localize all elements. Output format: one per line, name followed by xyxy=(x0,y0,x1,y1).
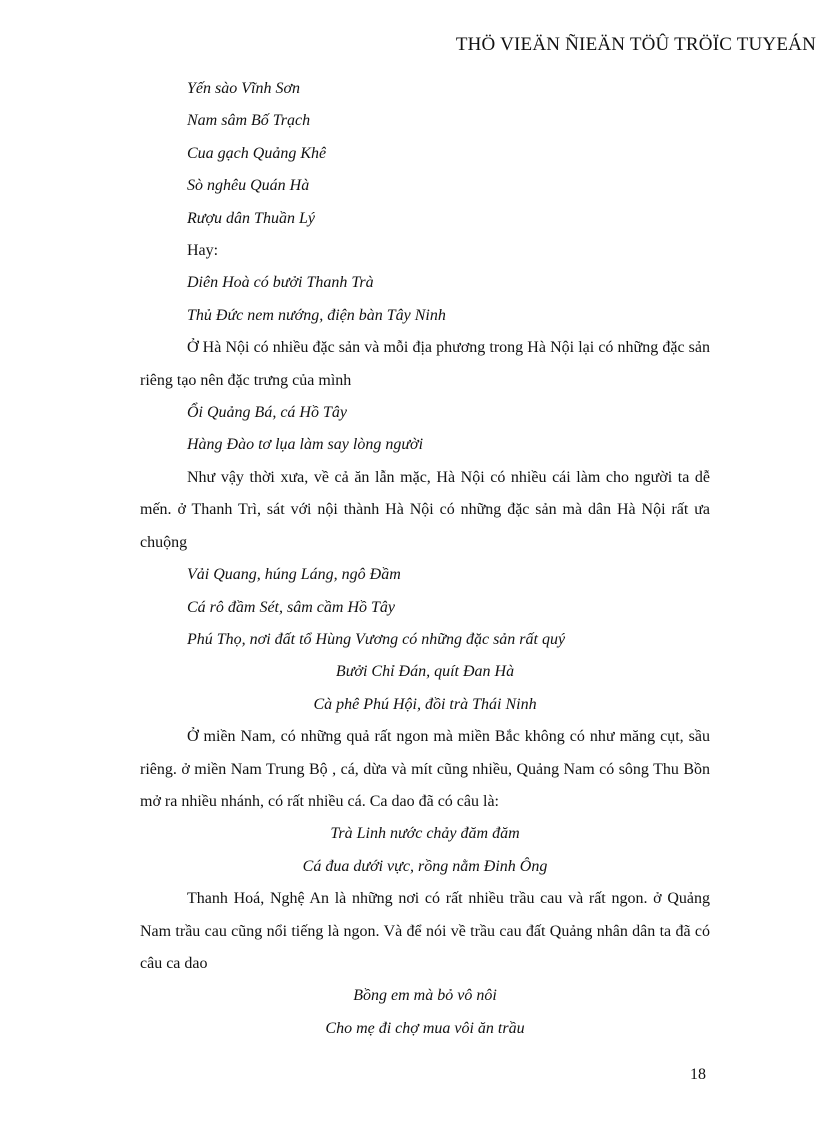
verse-line-centered: Trà Linh nước chảy đăm đăm xyxy=(330,825,520,843)
verse-line-centered: Cá đua dưới vực, rồng nằm Đinh Ông xyxy=(302,857,548,875)
page-body xyxy=(140,73,710,1045)
verse-line-centered: Bưởi Chỉ Đán, quít Đan Hà xyxy=(335,663,515,681)
verse-line: Cá rô đầm Sét, sâm cầm Hồ Tây xyxy=(187,598,395,616)
paragraph: Thanh Hoá, Nghệ An là những nơi có rất nhiều trầu cau và rất ngon. ở Quảng Nam trầu cau cũng nổi tiếng là ngon. Và để nói về trầu cau đất Quảng nhân dân ta đã có câu ca dao xyxy=(140,890,710,972)
paragraph: Ở miền Nam, có những quả rất ngon mà miền Bắc không có như măng cụt, sầu riêng. ở miền Nam Trung Bộ , cá, dừa và mít cũng nhiều, Quảng Nam có sông Thu Bồn mở ra nhiều nhánh, có rất nhiều cá. Ca dao đã có câu là: xyxy=(140,728,710,810)
verse-line: Phú Thọ, nơi đất tổ Hùng Vương có những đặc sản rất quý xyxy=(187,630,566,648)
verse-line: Cua gạch Quảng Khê xyxy=(187,144,327,162)
verse-line: Nam sâm Bố Trạch xyxy=(187,112,311,130)
verse-line: Thủ Đức nem nướng, điện bàn Tây Ninh xyxy=(187,306,446,324)
verse-line: Yến sào Vĩnh Sơn xyxy=(187,80,300,97)
paragraph: Như vậy thời xưa, về cả ăn lẫn mặc, Hà Nội có nhiều cái làm cho người ta dễ mến. ở Thanh Trì, sát với nội thành Hà Nội có những đặc sản mà dân Hà Nội rất ưa chuộng xyxy=(140,468,710,551)
verse-line-centered: Cho mẹ đi chợ mua vôi ăn trầu xyxy=(325,1019,525,1037)
verse-line-centered: Cà phê Phú Hội, đồi trà Thái Ninh xyxy=(313,695,537,713)
text-line: Hay: xyxy=(187,242,219,260)
verse-line-centered: Bồng em mà bỏ vô nôi xyxy=(353,987,497,1005)
verse-line: Sò nghêu Quán Hà xyxy=(187,177,310,195)
verse-line: Vải Quang, húng Láng, ngô Đầm xyxy=(187,566,401,584)
verse-line: Ổi Quảng Bá, cá Hồ Tây xyxy=(187,404,347,422)
verse-line: Rượu dân Thuần Lý xyxy=(187,209,315,227)
page-number: 18 xyxy=(690,1066,706,1083)
paragraph: Ở Hà Nội có nhiều đặc sản và mỗi địa phương trong Hà Nội lại có những đặc sản riêng tạo nên đặc trưng của mình xyxy=(140,339,710,389)
verse-line: Hàng Đào tơ lụa làm say lòng người xyxy=(187,436,424,454)
page-header: THÖ VIEÄN ÑIEÄN TÖÛ TRÖÏC TUYEÁN xyxy=(455,34,816,55)
verse-line: Diên Hoà có bưởi Thanh Trà xyxy=(187,274,374,292)
